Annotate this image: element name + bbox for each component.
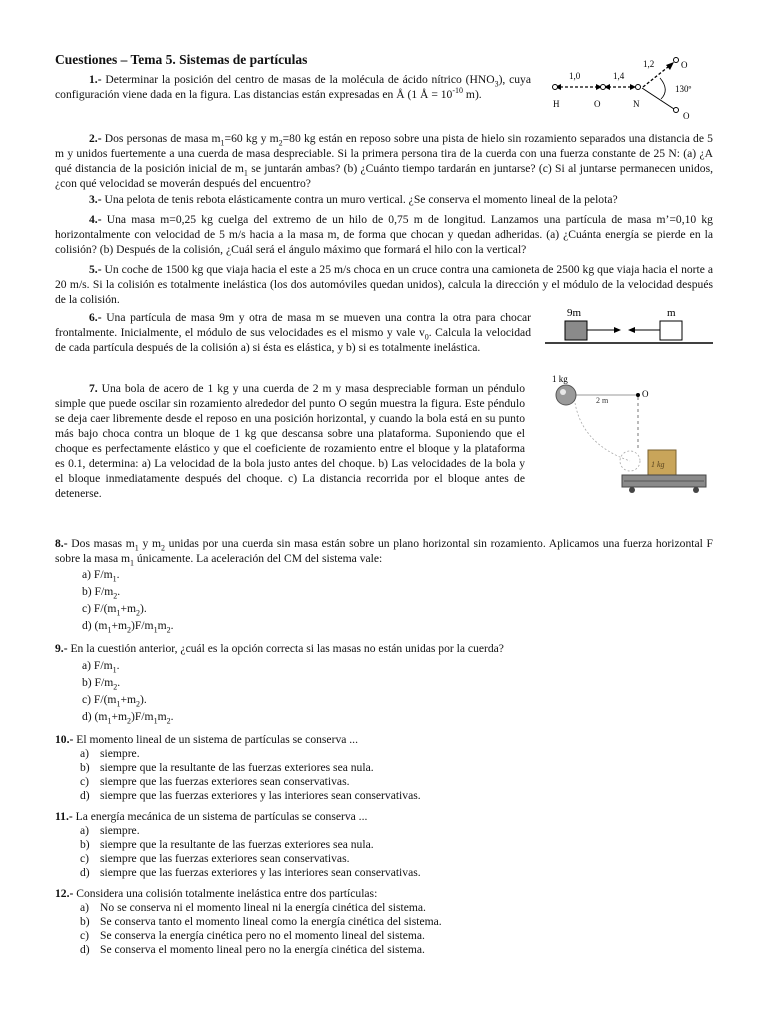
question-1-number: 1.- <box>89 73 102 86</box>
option-text: . <box>117 585 121 598</box>
mass-label-m: m <box>667 307 676 319</box>
question-12-text: Considera una colisión totalmente inelástica entre dos partículas: <box>76 887 378 900</box>
question-8 <box>55 536 713 566</box>
option-letter: a) <box>80 901 90 914</box>
option-letter: b) <box>80 915 90 928</box>
option-text: a) F/m <box>82 659 113 672</box>
question-9-number: 9.- <box>55 642 68 655</box>
pivot-label: O <box>642 389 649 399</box>
question-3 <box>55 192 713 207</box>
question-6 <box>55 310 531 355</box>
question-6-text-a: Una partícula de masa 9m y otra de masa m se mueven una contra la otra para chocar frontalmente. Inicialmente, el módulo de sus velocidades es el mismo y vale v <box>55 311 531 339</box>
option-text: siempre que las fuerzas exteriores y las interiores sean conservativas. <box>100 866 421 879</box>
question-2-text: se juntarán ambas? (b) ¿Cuánto tiempo tardarán en juntarse? (c) Si al juntarse permanecen unidos, ¿con qué velocidad se moverán después del encuentro? <box>55 162 713 190</box>
subscript: 1 <box>107 716 112 726</box>
page-title: Cuestiones – Tema 5. Sistemas de partículas <box>55 52 308 67</box>
option-text: No se conserva ni el momento lineal ni la energía cinética del sistema. <box>100 901 426 914</box>
question-1-text-b: ), cuya configuración viene dada en la figura. Las distancias están expresadas en Å (1 Å = 10 <box>55 73 531 101</box>
distance-label: 1,2 <box>643 59 655 69</box>
subscript: 1 <box>243 168 248 178</box>
option-text: . <box>117 676 121 689</box>
question-2-text: =60 kg y m <box>224 132 279 145</box>
option-letter: d) <box>80 789 90 802</box>
option-text: Se conserva tanto el momento lineal como la energía cinética del sistema. <box>100 915 442 928</box>
subscript: 1 <box>134 543 139 553</box>
subscript: 2 <box>136 699 141 709</box>
question-3-text: Una pelota de tenis rebota elásticamente contra un muro vertical. ¿Se conserva el momento lineal de la pelota? <box>104 193 618 206</box>
option-text: siempre que la resultante de las fuerzas exteriores sea nula. <box>100 838 374 851</box>
steel-ball-icon <box>556 385 576 405</box>
option-letter: c) <box>80 852 90 865</box>
question-8-text: y m <box>138 537 161 550</box>
option-letter: c) <box>80 929 90 942</box>
subscript: 2 <box>166 716 171 726</box>
distance-label: 1,0 <box>569 71 581 81</box>
option-a <box>82 566 174 583</box>
question-11-text: La energía mecánica de un sistema de partículas se conserva ... <box>75 810 368 823</box>
option-d <box>82 708 174 725</box>
question-2-text: =80 kg están en reposo sobre una pista de hielo sin rozamiento separados una distancia de 5 m y unidos fuertemente a una cuerda de masa despreciable. Si la primera persona tira de la cuerda con una fuerza constante de 25 N: (a) ¿A qué distancia de la posición inicial de m <box>55 132 713 175</box>
atom-label: N <box>633 99 640 109</box>
subscript: 2 <box>113 682 118 692</box>
option-c <box>82 691 174 708</box>
subscript: 1 <box>153 716 158 726</box>
question-6-text-b: . Calcula la velocidad de cada partícula después de la colisión a) si ésta es elástica, y b) si es totalmente inelástica. <box>55 326 531 354</box>
question-1-sub: 3 <box>494 79 499 89</box>
option-a <box>80 747 421 761</box>
question-4-number: 4.- <box>89 213 102 226</box>
o-bottom-atom-icon <box>674 108 679 113</box>
question-1 <box>55 72 531 102</box>
option-text: Se conserva el momento lineal pero no la energía cinética del sistema. <box>100 943 425 956</box>
atom-label: H <box>553 99 560 109</box>
option-b <box>80 915 442 929</box>
question-12-options <box>80 901 442 957</box>
option-b <box>80 761 421 775</box>
subscript: 1 <box>112 574 117 584</box>
block-9m-icon <box>565 321 587 340</box>
option-a <box>80 824 421 838</box>
question-6-number: 6.- <box>89 311 102 324</box>
option-text: siempre que la resultante de las fuerzas exteriores sea nula. <box>100 761 374 774</box>
question-4-text: Una masa m=0,25 kg cuelga del extremo de un hilo de 0,75 m de longitud. Lanzamos una partícula de masa m’=0,10 kg horizontalmente con velocidad de 5 m/s hacia a la masa m, de forma que chocan y quedan adheridas. (a) ¿Cuánta energía se pierde en la colisión? (b) Después de la colisión, ¿Cuál será el ángulo máximo que formará el hilo con la vertical? <box>55 213 713 256</box>
question-11-options <box>80 824 421 880</box>
subscript: 1 <box>220 138 225 148</box>
option-text: m <box>157 710 167 723</box>
question-1-text-c: m). <box>463 88 482 101</box>
option-text: )F/m <box>131 619 154 632</box>
question-12-number: 12.- <box>55 887 74 900</box>
option-text: ). <box>140 602 147 615</box>
option-text: d) (m <box>82 619 108 632</box>
question-11-number: 11.- <box>55 810 73 823</box>
option-d <box>80 943 442 957</box>
question-12 <box>55 886 713 901</box>
length-label: 2 m <box>596 396 609 405</box>
question-1-text-a: Determinar la posición del centro de masas de la molécula de ácido nítrico (HNO <box>105 73 495 86</box>
distance-label: 1,4 <box>613 71 625 81</box>
option-letter: b) <box>80 838 90 851</box>
question-11 <box>55 809 713 824</box>
subscript: 1 <box>107 625 112 635</box>
question-5-text: Un coche de 1500 kg que viaja hacia el este a 25 m/s choca en un cruce contra una camioneta de 2500 kg que viaja hacia el norte a 20 m/s. Si la colisión es totalmente inelástica (los dos automóviles quedan unidos), calcula la dirección y el módulo de la velocidad después de la colisión. <box>55 263 714 306</box>
question-9-text: En la cuestión anterior, ¿cuál es la opción correcta si las masas no están unidas por la cuerda? <box>70 642 504 655</box>
subscript: 1 <box>112 665 117 675</box>
subscript: 2 <box>127 716 131 726</box>
question-2 <box>55 131 713 191</box>
option-text: +m <box>111 619 127 632</box>
option-text: m <box>157 619 167 632</box>
option-c <box>80 852 421 866</box>
option-letter: d) <box>80 866 90 879</box>
block-mass-label: 1 kg <box>651 460 665 469</box>
option-text: ). <box>140 693 147 706</box>
option-text: . <box>116 568 120 581</box>
option-text: . <box>170 710 174 723</box>
option-text: d) (m <box>82 710 108 723</box>
question-8-text: únicamente. La aceleración del CM del sistema vale: <box>134 552 383 565</box>
question-2-number: 2.- <box>89 132 102 145</box>
question-8-text: Dos masas m <box>71 537 135 550</box>
subscript: 1 <box>116 608 121 618</box>
option-text: siempre. <box>100 824 140 837</box>
option-text: . <box>116 659 120 672</box>
option-b <box>82 674 174 691</box>
ball-mass-label: 1 kg <box>552 374 568 384</box>
subscript: 1 <box>116 699 121 709</box>
angle-label: 130º <box>675 84 692 94</box>
option-text: )F/m <box>131 710 154 723</box>
atom-label: O <box>683 111 690 121</box>
subscript: 1 <box>153 625 158 635</box>
option-c <box>80 775 421 789</box>
block-m-icon <box>660 321 682 340</box>
option-c <box>80 929 442 943</box>
question-7-number: 7. <box>89 382 98 395</box>
atom-label: O <box>681 60 688 70</box>
question-10-options <box>80 747 421 803</box>
question-2-text: Dos personas de masa m <box>104 132 221 145</box>
question-5-number: 5.- <box>89 263 102 276</box>
option-a <box>80 901 442 915</box>
option-text: +m <box>120 602 137 615</box>
subscript: 2 <box>166 625 171 635</box>
option-b <box>80 838 421 852</box>
option-letter: d) <box>80 943 90 956</box>
question-10 <box>55 732 713 747</box>
question-7 <box>55 381 525 501</box>
n-atom-icon <box>636 85 641 90</box>
option-text: c) F/(m <box>82 602 117 615</box>
pendulum-figure <box>548 371 708 503</box>
option-text: siempre que las fuerzas exteriores y las interiores sean conservativas. <box>100 789 421 802</box>
option-d <box>80 789 421 803</box>
question-3-number: 3.- <box>89 193 102 206</box>
option-text: b) F/m <box>82 585 114 598</box>
question-4 <box>55 212 713 257</box>
question-10-text: El momento lineal de un sistema de partículas se conserva ... <box>76 733 358 746</box>
subscript: 2 <box>113 591 118 601</box>
question-5 <box>55 262 713 307</box>
question-9-options <box>82 657 174 725</box>
option-letter: a) <box>80 824 90 837</box>
collision-figure <box>543 304 715 348</box>
question-9 <box>55 641 713 656</box>
option-letter: a) <box>80 747 90 760</box>
option-letter: b) <box>80 761 90 774</box>
subscript: 1 <box>130 558 135 568</box>
pivot-icon <box>636 393 640 397</box>
option-text: +m <box>120 693 137 706</box>
option-d <box>82 617 174 634</box>
option-text: siempre. <box>100 747 140 760</box>
option-letter: c) <box>80 775 90 788</box>
option-a <box>82 657 174 674</box>
subscript: 2 <box>136 608 141 618</box>
option-text: b) F/m <box>82 676 114 689</box>
subscript: 0 <box>424 332 429 342</box>
option-b <box>82 583 174 600</box>
option-text: . <box>170 619 174 632</box>
question-1-exp: -10 <box>452 86 464 96</box>
option-text: siempre que las fuerzas exteriores sean conservativas. <box>100 775 350 788</box>
option-text: +m <box>111 710 127 723</box>
subscript: 2 <box>278 138 283 148</box>
question-7-text: Una bola de acero de 1 kg y una cuerda de 2 m y masa despreciable forman un péndulo simple que puede oscilar sin rozamiento alrededor del punto O según muestra la figura. Este péndulo se deja caer libremente desde el reposo en una posición horizontal, y cuando la bola está en su punto más bajo choca contra un bloque de 1 kg que descansa sobre una plataforma. Suponiendo que el choque es perfectamente elástico y que el coeficiente de rozamiento entre el bloque y la plataforma es 0.1, determina: a) La velocidad de la bola justo antes del choque. b) Las velocidades de la bola y el bloque inmediatamente después del choque. c) La distancia recorrida por el bloque antes de detenerse. <box>55 382 525 500</box>
atom-label: O <box>594 99 601 109</box>
mass-label-9m: 9m <box>567 307 582 319</box>
option-text: siempre que las fuerzas exteriores sean conservativas. <box>100 852 350 865</box>
option-text: a) F/m <box>82 568 113 581</box>
question-8-text: unidas por una cuerda sin masa están sobre un plano horizontal sin rozamiento. Aplicamos una fuerza horizontal F sobre la masa m <box>55 537 713 565</box>
option-text: c) F/(m <box>82 693 117 706</box>
option-c <box>82 600 174 617</box>
subscript: 2 <box>160 543 165 553</box>
question-8-number: 8.- <box>55 537 68 550</box>
option-d <box>80 866 421 880</box>
h-atom-icon <box>553 85 558 90</box>
option-text: Se conserva la energía cinética pero no el momento lineal del sistema. <box>100 929 425 942</box>
question-8-options <box>82 566 174 634</box>
subscript: 2 <box>127 625 131 635</box>
question-10-number: 10.- <box>55 733 74 746</box>
o-top-atom-icon <box>674 58 679 63</box>
o-atom-icon <box>601 85 606 90</box>
hno3-molecule-figure <box>540 52 710 122</box>
